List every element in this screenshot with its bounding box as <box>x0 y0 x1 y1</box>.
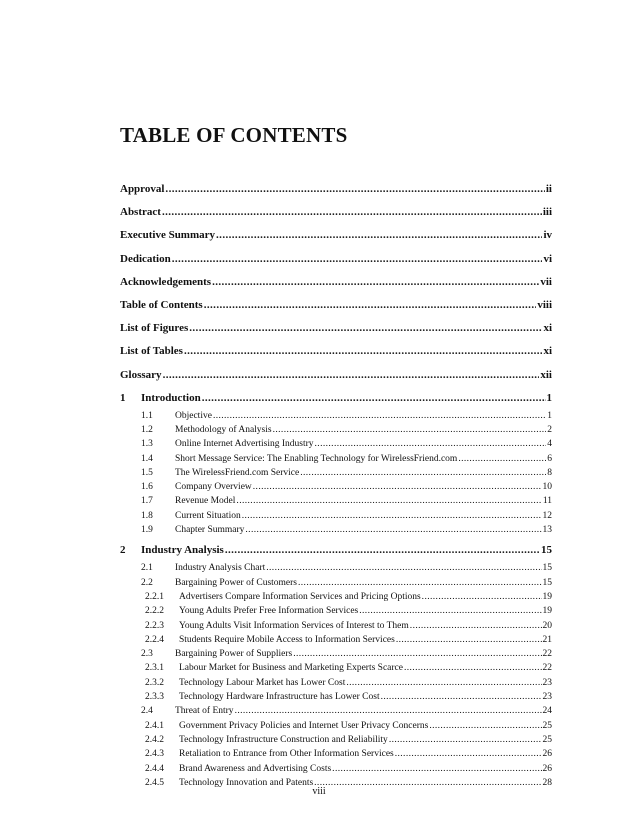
toc-entry-table-of-contents[interactable] <box>120 299 552 322</box>
dot-leader <box>225 544 540 556</box>
toc-entry-abstract[interactable] <box>120 206 552 229</box>
dot-leader <box>315 439 547 449</box>
dot-leader <box>332 764 541 774</box>
subsection-number: 2.4.4 <box>145 763 164 774</box>
subsection-label: Technology Infrastructure Construction and Reliability <box>179 734 388 745</box>
section-label: Online Internet Advertising Industry <box>175 439 314 450</box>
dot-leader <box>298 578 542 588</box>
section-page: 8 <box>547 467 552 478</box>
dot-leader <box>266 563 541 573</box>
toc-entry-acknowledgements[interactable] <box>120 276 552 299</box>
toc-section[interactable] <box>120 411 552 425</box>
entry-page: ii <box>545 183 552 195</box>
subsection-label: Brand Awareness and Advertising Costs <box>179 763 332 774</box>
chapter-number: 1 <box>120 391 126 404</box>
dot-leader <box>242 511 542 521</box>
subsection-number: 2.4.5 <box>145 777 164 788</box>
subsection-page: 19 <box>542 591 552 602</box>
entry-page: vi <box>543 252 552 265</box>
toc-subsection[interactable] <box>120 749 552 763</box>
dot-leader <box>184 345 542 357</box>
section-page: 12 <box>542 510 552 521</box>
dot-leader <box>422 592 542 602</box>
section-page: 15 <box>542 563 552 574</box>
section-label: Bargaining Power of Suppliers <box>175 649 293 660</box>
subsection-page: 22 <box>542 663 552 674</box>
section-number: 1.9 <box>141 525 153 536</box>
chapter-1-sections <box>120 411 552 540</box>
entry-label: List of Figures <box>120 322 189 335</box>
entry-label: Abstract <box>120 206 161 219</box>
chapter-page: 15 <box>541 544 552 557</box>
section-page: 2 <box>547 424 552 435</box>
toc-section[interactable] <box>120 454 552 468</box>
page-title: TABLE OF CONTENTS <box>120 123 348 147</box>
section-number: 1.5 <box>141 467 153 478</box>
dot-leader <box>381 692 542 702</box>
section-page: 15 <box>542 577 552 588</box>
section-page: 1 <box>547 410 552 421</box>
subsection-page: 20 <box>542 620 552 631</box>
dot-leader <box>162 206 542 218</box>
dot-leader <box>253 482 542 492</box>
toc-section[interactable] <box>120 482 552 496</box>
section-label: Company Overview <box>175 482 252 493</box>
subsection-label: Technology Labour Market has Lower Cost <box>179 677 346 688</box>
chapter-number: 2 <box>120 544 126 557</box>
subsection-page: 25 <box>542 734 552 745</box>
dot-leader <box>404 663 542 673</box>
subsection-number: 2.3.1 <box>145 663 164 674</box>
entry-label: Glossary <box>120 368 162 381</box>
entry-label: Acknowledgements <box>120 275 212 288</box>
section-page: 24 <box>542 706 552 717</box>
subsection-label: Retaliation to Entrance from Other Information Services <box>179 749 394 760</box>
entry-page: xi <box>543 322 552 335</box>
section-number: 1.8 <box>141 510 153 521</box>
subsection-number: 2.2.3 <box>145 620 164 631</box>
toc-subsection[interactable] <box>120 606 552 620</box>
dot-leader <box>202 392 546 404</box>
toc-chapter-1[interactable] <box>120 392 552 411</box>
entry-page: iii <box>542 206 552 219</box>
section-number: 1.4 <box>141 453 153 464</box>
toc-entry-list-of-figures[interactable] <box>120 322 552 345</box>
dot-leader <box>396 635 542 645</box>
section-page: 22 <box>542 649 552 660</box>
subsection-number: 2.2.2 <box>145 606 164 617</box>
section-number: 1.6 <box>141 482 153 493</box>
section-number: 2.3 <box>141 649 153 660</box>
subsection-page: 25 <box>542 720 552 731</box>
toc-section[interactable] <box>120 496 552 510</box>
section-label: Threat of Entry <box>175 706 234 717</box>
front-matter-list <box>120 183 552 392</box>
dot-leader <box>163 369 540 381</box>
section-number: 1.1 <box>141 410 153 421</box>
entry-page: vii <box>540 275 552 288</box>
dot-leader <box>273 425 547 435</box>
toc-section[interactable] <box>120 425 552 439</box>
section-number: 2.2 <box>141 577 153 588</box>
dot-leader <box>172 253 543 265</box>
dot-leader <box>236 496 541 506</box>
subsection-label: Technology Hardware Infrastructure has Lower Cost <box>179 692 380 703</box>
section-page: 6 <box>547 453 552 464</box>
section-number: 2.1 <box>141 563 153 574</box>
toc-subsection[interactable] <box>120 635 552 649</box>
section-label: Methodology of Analysis <box>175 424 272 435</box>
dot-leader <box>359 606 541 616</box>
toc-section[interactable] <box>120 525 552 539</box>
dot-leader <box>245 525 541 535</box>
dot-leader <box>213 411 546 421</box>
dot-leader <box>204 299 537 311</box>
subsection-label: Students Require Mobile Access to Information Services <box>179 634 395 645</box>
entry-label: Dedication <box>120 252 171 265</box>
dot-leader <box>429 721 541 731</box>
entry-label: Executive Summary <box>120 229 216 242</box>
section-label: Industry Analysis Chart <box>175 563 266 574</box>
toc-subsection[interactable] <box>120 692 552 706</box>
dot-leader <box>458 454 546 464</box>
toc-entry-glossary[interactable] <box>120 369 552 392</box>
subsection-page: 23 <box>542 692 552 703</box>
section-page: 11 <box>542 496 552 507</box>
chapter-page: 1 <box>546 391 552 404</box>
subsection-number: 2.2.1 <box>145 591 164 602</box>
subsection-label: Technology Innovation and Patents <box>179 777 314 788</box>
section-label: Bargaining Power of Customers <box>175 577 297 588</box>
chapter-2-sections <box>120 563 552 792</box>
section-label: Objective <box>175 410 212 421</box>
entry-page: iv <box>543 229 552 242</box>
chapter-label: Introduction <box>141 391 201 404</box>
section-page: 10 <box>542 482 552 493</box>
subsection-label: Government Privacy Policies and Internet User Privacy Concerns <box>179 720 429 731</box>
dot-leader <box>235 706 542 716</box>
subsection-page: 23 <box>542 677 552 688</box>
toc-section[interactable] <box>120 706 552 720</box>
section-page: 13 <box>542 525 552 536</box>
toc-entry-list-of-tables[interactable] <box>120 345 552 368</box>
section-label: Short Message Service: The Enabling Technology for WirelessFriend.com <box>175 453 458 464</box>
section-label: Current Situation <box>175 510 241 521</box>
dot-leader <box>212 276 539 288</box>
dot-leader <box>189 322 542 334</box>
subsection-number: 2.4.3 <box>145 749 164 760</box>
toc-subsection[interactable] <box>120 735 552 749</box>
subsection-label: Labour Market for Business and Marketing Experts Scarce <box>179 663 403 674</box>
toc-section[interactable] <box>120 578 552 592</box>
entry-label: Approval <box>120 183 165 195</box>
entry-page: viii <box>537 298 552 311</box>
section-number: 1.3 <box>141 439 153 450</box>
entry-label: List of Tables <box>120 345 183 358</box>
section-label: Chapter Summary <box>175 525 245 536</box>
subsection-label: Advertisers Compare Information Services and Pricing Options <box>179 591 421 602</box>
dot-leader <box>300 468 546 478</box>
dot-leader <box>410 621 542 631</box>
entry-page: xi <box>543 345 552 358</box>
section-number: 1.2 <box>141 424 153 435</box>
subsection-page: 19 <box>542 606 552 617</box>
toc-subsection[interactable] <box>120 678 552 692</box>
dot-leader <box>346 678 541 688</box>
dot-leader <box>389 735 542 745</box>
toc-chapter-2[interactable] <box>120 544 552 563</box>
dot-leader <box>216 229 542 241</box>
section-label: The WirelessFriend.com Service <box>175 467 300 478</box>
toc-section[interactable] <box>120 468 552 482</box>
section-number: 2.4 <box>141 706 153 717</box>
section-label: Revenue Model <box>175 496 236 507</box>
toc-subsection[interactable] <box>120 721 552 735</box>
subsection-number: 2.4.1 <box>145 720 164 731</box>
dot-leader <box>165 183 544 195</box>
toc-subsection[interactable] <box>120 663 552 677</box>
subsection-page: 21 <box>542 634 552 645</box>
toc-entry-dedication[interactable] <box>120 253 552 276</box>
subsection-label: Young Adults Visit Information Services of Interest to Them <box>179 620 409 631</box>
toc-section[interactable] <box>120 439 552 453</box>
entry-label: Table of Contents <box>120 298 203 311</box>
toc-subsection[interactable] <box>120 621 552 635</box>
section-page: 4 <box>547 439 552 450</box>
subsection-number: 2.4.2 <box>145 734 164 745</box>
subsection-label: Young Adults Prefer Free Information Services <box>179 606 359 617</box>
section-number: 1.7 <box>141 496 153 507</box>
chapter-label: Industry Analysis <box>141 544 224 557</box>
toc-section[interactable] <box>120 511 552 525</box>
dot-leader <box>293 649 541 659</box>
table-of-contents <box>120 183 552 792</box>
subsection-page: 26 <box>542 749 552 760</box>
toc-section[interactable] <box>120 563 552 577</box>
subsection-page: 28 <box>542 777 552 788</box>
toc-entry-approval[interactable] <box>120 183 552 206</box>
toc-subsection[interactable] <box>120 764 552 778</box>
toc-subsection[interactable] <box>120 592 552 606</box>
page-number: viii <box>312 786 326 797</box>
subsection-number: 2.2.4 <box>145 634 164 645</box>
dot-leader <box>395 749 542 759</box>
toc-section[interactable] <box>120 649 552 663</box>
subsection-page: 26 <box>542 763 552 774</box>
subsection-number: 2.3.2 <box>145 677 164 688</box>
toc-entry-executive-summary[interactable] <box>120 229 552 252</box>
entry-page: xii <box>540 368 552 381</box>
subsection-number: 2.3.3 <box>145 692 164 703</box>
